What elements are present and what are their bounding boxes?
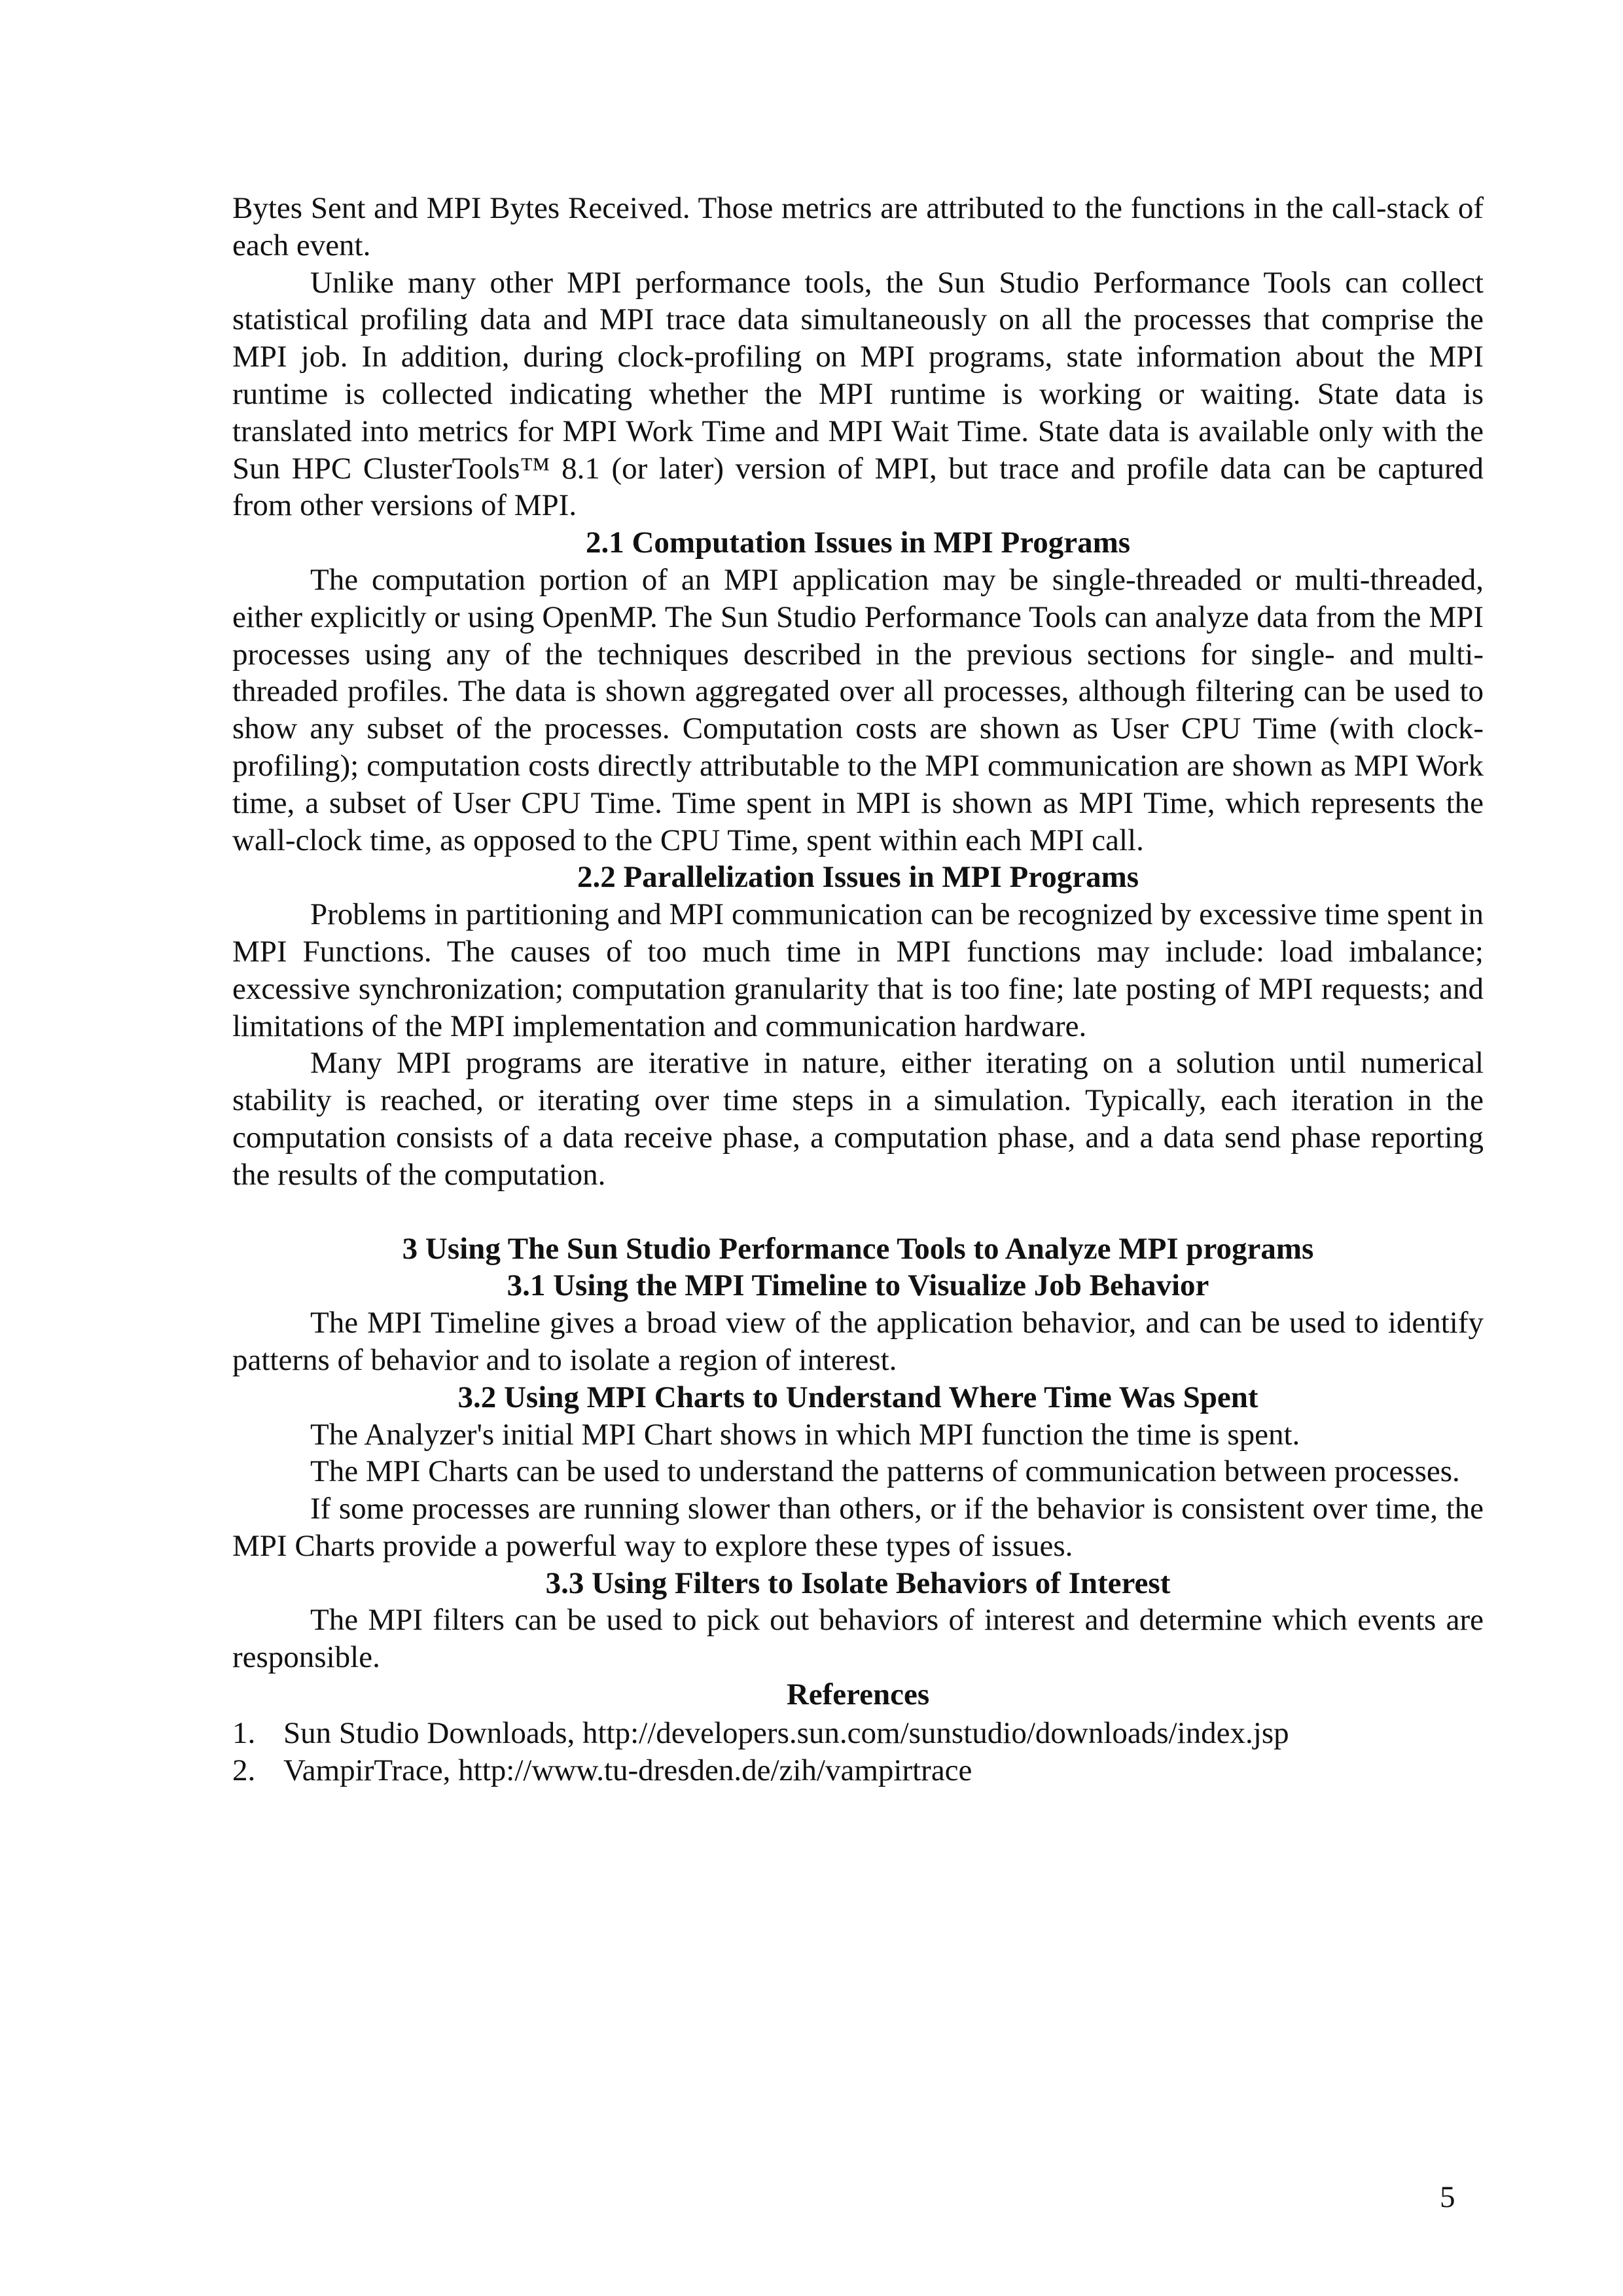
heading-3-3: 3.3 Using Filters to Isolate Behaviors of Interest: [545, 1566, 1171, 1600]
heading-3-1: 3.1 Using the MPI Timeline to Visualize Job Behavior: [507, 1268, 1209, 1303]
paragraph-chart-initial: The Analyzer's initial MPI Chart shows in which MPI function the time is spent.: [310, 1417, 1300, 1452]
reference-text: Sun Studio Downloads, http://developers.sun.com/sunstudio/downloads/index.jsp: [283, 1715, 1289, 1750]
paragraph-computation: The computation portion of an MPI application may be single-threaded or multi-threaded, either explicitly or using OpenMP. The Sun Studio Performance Tools can analyze data from the MPI processes using any of the techniques described in the previous sections for single- and multi-threaded profiles. The data is shown aggregated over all processes, although filtering can be used to show any subset of the processes. Computation costs are shown as User CPU Time (with clock-profiling); computation costs directly attributable to the MPI communication are shown as MPI Work time, a subset of User CPU Time. Time spent in MPI is shown as MPI Time, which represents the wall-clock time, as opposed to the CPU Time, spent within each MPI call.: [232, 562, 1484, 857]
paragraph-timeline: The MPI Timeline gives a broad view of the application behavior, and can be used to identify patterns of behavior and to isolate a region of interest.: [232, 1306, 1484, 1377]
page-number: 5: [1440, 2180, 1455, 2214]
heading-2-2: 2.2 Parallelization Issues in MPI Programs: [577, 860, 1139, 895]
reference-number: 2.: [232, 1753, 256, 1787]
reference-list: [232, 1715, 1484, 1789]
reference-item: [232, 1752, 1484, 1789]
reference-item: [232, 1715, 1484, 1752]
reference-number: 1.: [232, 1715, 256, 1750]
heading-3-2: 3.2 Using MPI Charts to Understand Where Time Was Spent: [457, 1380, 1258, 1414]
heading-references: References: [786, 1677, 930, 1712]
paragraph-filters: The MPI filters can be used to pick out behaviors of interest and determine which events are responsible.: [232, 1603, 1484, 1675]
paragraph-unlike: Unlike many other MPI performance tools, the Sun Studio Performance Tools can collect statistical profiling data and MPI trace data simultaneously on all the processes that comprise the MPI job. In addition, during clock-profiling on MPI programs, state information about the MPI runtime is collected indicating whether the MPI runtime is working or waiting. State data is translated into metrics for MPI Work Time and MPI Wait Time. State data is available only with the Sun HPC ClusterTools™ 8.1 (or later) version of MPI, but trace and profile data can be captured from other versions of MPI.: [232, 265, 1484, 523]
paragraph-chart-patterns: The MPI Charts can be used to understand the patterns of communication between processes.: [310, 1454, 1460, 1489]
heading-2-1: 2.1 Computation Issues in MPI Programs: [585, 526, 1131, 560]
paragraph-problems: Problems in partitioning and MPI communication can be recognized by excessive time spent in MPI Functions. The causes of too much time in MPI functions may include: load imbalance; excessive synchronization; computation granularity that is too fine; late posting of MPI requests; and limitations of the MPI implementation and communication hardware.: [232, 897, 1484, 1043]
page-body: [232, 190, 1484, 1789]
paragraph-iterative: Many MPI programs are iterative in nature, either iterating on a solution until numerical stability is reached, or iterating over time steps in a simulation. Typically, each iteration in the computation consists of a data receive phase, a computation phase, and a data send phase reporting the results of the computation.: [232, 1046, 1484, 1192]
heading-3: 3 Using The Sun Studio Performance Tools to Analyze MPI programs: [402, 1231, 1314, 1266]
reference-text: VampirTrace, http://www.tu-dresden.de/zih/vampirtrace: [283, 1753, 972, 1787]
paragraph-intro: Bytes Sent and MPI Bytes Received. Those metrics are attributed to the functions in the call-stack of each event.: [232, 191, 1484, 262]
paragraph-chart-slower: If some processes are running slower than others, or if the behavior is consistent over time, the MPI Charts provide a powerful way to explore these types of issues.: [232, 1492, 1484, 1563]
